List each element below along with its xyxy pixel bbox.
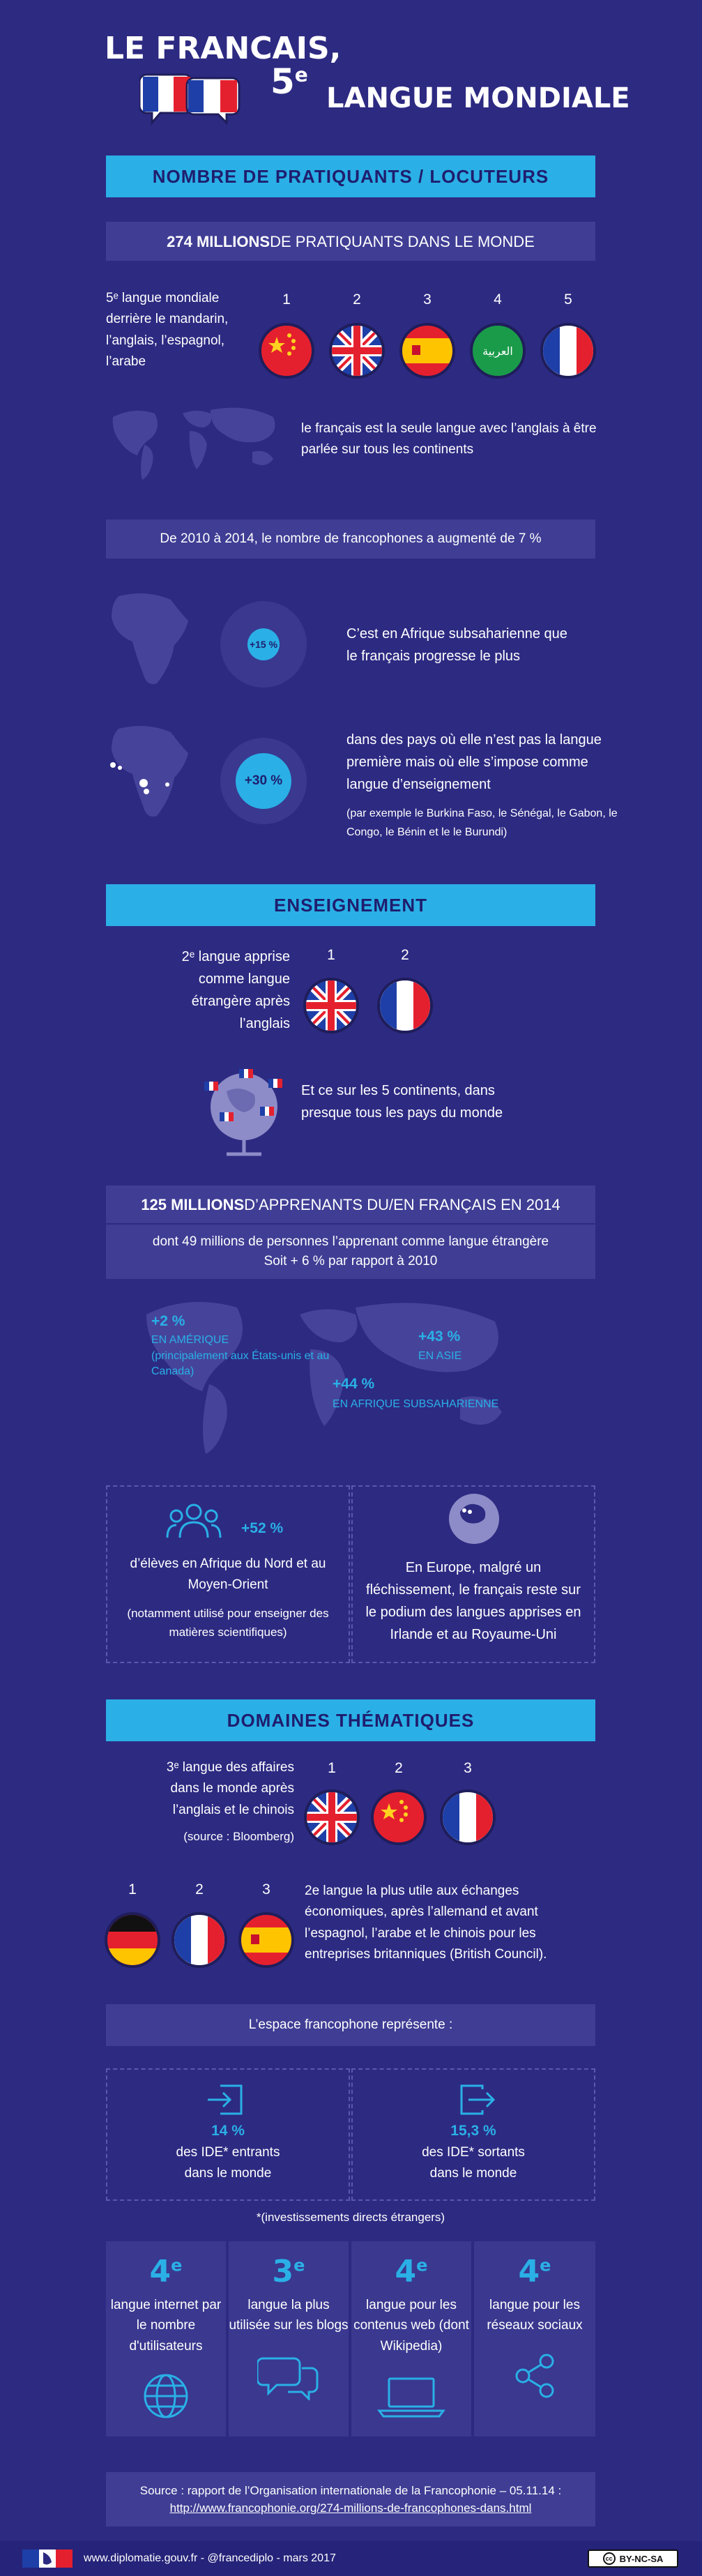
people-group-icon — [166, 1499, 222, 1548]
learners-sub-1: dont 49 millions de personnes l’apprenant comme langue étrangère — [152, 1234, 549, 1249]
section-heading-speakers: NOMBRE DE PRATIQUANTS / LOCUTEURS — [106, 156, 595, 197]
enter-icon — [206, 2082, 245, 2117]
stat-card: 4e langue internet par le nombre d'utilisateurs — [106, 2241, 226, 2437]
north-africa-pct: +52 % — [241, 1520, 284, 1536]
ide-in-text-2: dans le monde — [184, 2166, 272, 2181]
france-flag-icon — [377, 978, 433, 1033]
stat-card-text: langue pour les réseaux sociaux — [487, 2298, 583, 2333]
china-flag-icon — [259, 323, 314, 379]
europe-globe-icon — [446, 1491, 502, 1547]
globe-flags-icon — [199, 1063, 289, 1161]
rank-number: 5 — [564, 291, 572, 308]
rank-number: 3 — [423, 291, 432, 308]
rank-number: 4 — [494, 291, 502, 308]
license-text: BY-NC-SA — [619, 2553, 664, 2564]
speech-bubbles-icon — [257, 2351, 320, 2400]
north-africa-note: (notamment utilisé pour enseigner des matières scientifiques) — [127, 1607, 329, 1639]
globe-icon — [142, 2372, 190, 2420]
title-line-1: LE FRANCAIS, — [105, 31, 342, 66]
rank-number: 2 — [195, 1881, 204, 1897]
source-bar — [106, 2472, 595, 2526]
france-flag-icon — [440, 1789, 496, 1845]
laptop-icon — [376, 2372, 446, 2420]
license-badge — [588, 2550, 678, 2568]
world-map-icon — [106, 403, 287, 481]
title-line-3: LANGUE MONDIALE — [326, 82, 630, 114]
useful-language-text: 2e langue la plus utile aux échanges économiques, après l’allemand et avant l’espagnol, l’arabe et le chinois pour les entreprises britanniques (British Council). — [305, 1884, 547, 1962]
stat-card: 3e langue la plus utilisée sur les blogs — [229, 2241, 349, 2437]
stat-card: 4e langue pour les réseaux sociaux — [474, 2241, 595, 2437]
section-heading-domains: DOMAINES THÉMATIQUES — [106, 1699, 595, 1741]
learners-stat-bar: 125 MILLIONS D’APPRENANTS DU/EN FRANÇAIS EN 2014 — [106, 1185, 595, 1223]
exit-icon — [457, 2082, 496, 2117]
ide-in-pct: 14 % — [211, 2123, 245, 2139]
source-link[interactable]: http://www.francophonie.org/274-millions-de-francophones-dans.html — [169, 2501, 532, 2515]
rank-number: 2 — [353, 291, 361, 308]
growth-circle — [220, 601, 307, 688]
rank-number: 1 — [327, 947, 335, 963]
francophone-space-bar: L’espace francophone représente : — [106, 2004, 595, 2046]
ide-out-pct: 15,3 % — [450, 2123, 496, 2139]
ide-out-text-1: des IDE* sortants — [422, 2145, 525, 2160]
africa-text-1: C’est en Afrique subsaharienne que le français progresse le plus — [346, 626, 567, 664]
speakers-stat-bar: 274 MILLIONS DE PRATIQUANTS DANS LE MONDE — [106, 222, 595, 261]
growth-circle — [220, 738, 307, 824]
africa-map-highlight-icon — [105, 722, 195, 823]
share-icon — [510, 2351, 559, 2400]
ide-out-text-2: dans le monde — [429, 2166, 517, 2181]
rank-text: 5ᵉ langue mondiale derrière le mandarin, l’anglais, l’espagnol, l’arabe — [106, 291, 229, 370]
map-asia-pct: +43 % — [418, 1328, 461, 1344]
rank-number: 3 — [464, 1760, 472, 1776]
stat-card-text: langue pour les contenus web (dont Wikipedia) — [353, 2298, 469, 2354]
section-heading-teaching: ENSEIGNEMENT — [106, 884, 595, 926]
map-asia-label: EN ASIE — [418, 1350, 462, 1362]
stat-card-text: langue la plus utilisée sur les blogs — [229, 2298, 349, 2333]
china-flag-icon — [371, 1789, 427, 1845]
ide-in-text-1: des IDE* entrants — [176, 2145, 280, 2160]
arabic-flag-icon: العربية — [470, 323, 526, 379]
cc-icon: cc — [603, 2552, 616, 2565]
growth-pct: +30 % — [236, 753, 291, 809]
rank-number: 1 — [128, 1881, 137, 1897]
marianne-logo-icon — [22, 2547, 78, 2570]
north-africa-text: d’élèves en Afrique du Nord et au Moyen-Orient — [130, 1556, 326, 1593]
uk-flag-icon — [303, 978, 359, 1033]
germany-flag-icon — [105, 1912, 160, 1968]
rank-number: 2 — [395, 1760, 403, 1776]
france-flag-icon — [540, 323, 596, 379]
source-text: Source : rapport de l’Organisation internationale de la Francophonie – 05.11.14 : — [139, 2483, 562, 2497]
growth-pct: +15 % — [247, 628, 280, 660]
business-text: 3ᵉ langue des affaires dans le monde après l’anglais et le chinois — [166, 1760, 294, 1817]
learners-sub-bar — [106, 1225, 595, 1279]
continents-text: le français est la seule langue avec l’anglais à être parlée sur tous les continents — [301, 421, 597, 457]
stat-card: 4e langue pour les contenus web (dont Wikipedia) — [351, 2241, 471, 2437]
rank-number: 1 — [282, 291, 291, 308]
map-africa-pct: +44 % — [333, 1376, 375, 1392]
map-america-pct: +2 % — [151, 1313, 185, 1329]
second-language-text: 2ᵉ langue apprise comme langue étrangère après l’anglais — [181, 949, 290, 1031]
speech-bubble-flags-icon — [139, 71, 244, 127]
rank-number: 3 — [262, 1881, 270, 1897]
stat-card-text: langue internet par le nombre d'utilisateurs — [110, 2298, 222, 2354]
ide-note: *(investissements directs étrangers) — [256, 2211, 445, 2224]
rank-number: 2 — [401, 947, 409, 963]
map-africa-label: EN AFRIQUE SUBSAHARIENNE — [333, 1398, 499, 1410]
globe-text: Et ce sur les 5 continents, dans presque tous les pays du monde — [301, 1083, 503, 1121]
map-america-note: (principalement aux États-unis et au Canada) — [151, 1350, 330, 1377]
rank-number: 1 — [328, 1760, 336, 1776]
africa-map-icon — [105, 589, 195, 687]
title-line-2: 5e — [270, 61, 308, 102]
business-source: (source : Bloomberg) — [183, 1830, 294, 1843]
africa-text-2: dans des pays où elle n’est pas la langue première mais où elle s’impose comme langue d’enseignement — [346, 732, 602, 792]
footer-credits: www.diplomatie.gouv.fr - @francediplo - mars 2017 — [84, 2552, 336, 2564]
spain-flag-icon — [399, 323, 455, 379]
africa-note: (par exemple le Burkina Faso, le Sénégal, le Gabon, le Congo, le Bénin et le le Burundi) — [346, 808, 618, 839]
europe-text: En Europe, malgré un fléchissement, le français reste sur le podium des langues apprises en Irlande et au Royaume-Uni — [365, 1560, 581, 1642]
learners-sub-2: Soit + 6 % par rapport à 2010 — [264, 1254, 438, 1268]
france-flag-icon — [171, 1912, 227, 1968]
spain-flag-icon — [238, 1912, 294, 1968]
map-america-label: EN AMÉRIQUE — [151, 1334, 229, 1346]
uk-flag-icon — [329, 323, 385, 379]
growth-bar: De 2010 à 2014, le nombre de francophones a augmenté de 7 % — [106, 520, 595, 559]
uk-flag-icon — [304, 1789, 360, 1845]
